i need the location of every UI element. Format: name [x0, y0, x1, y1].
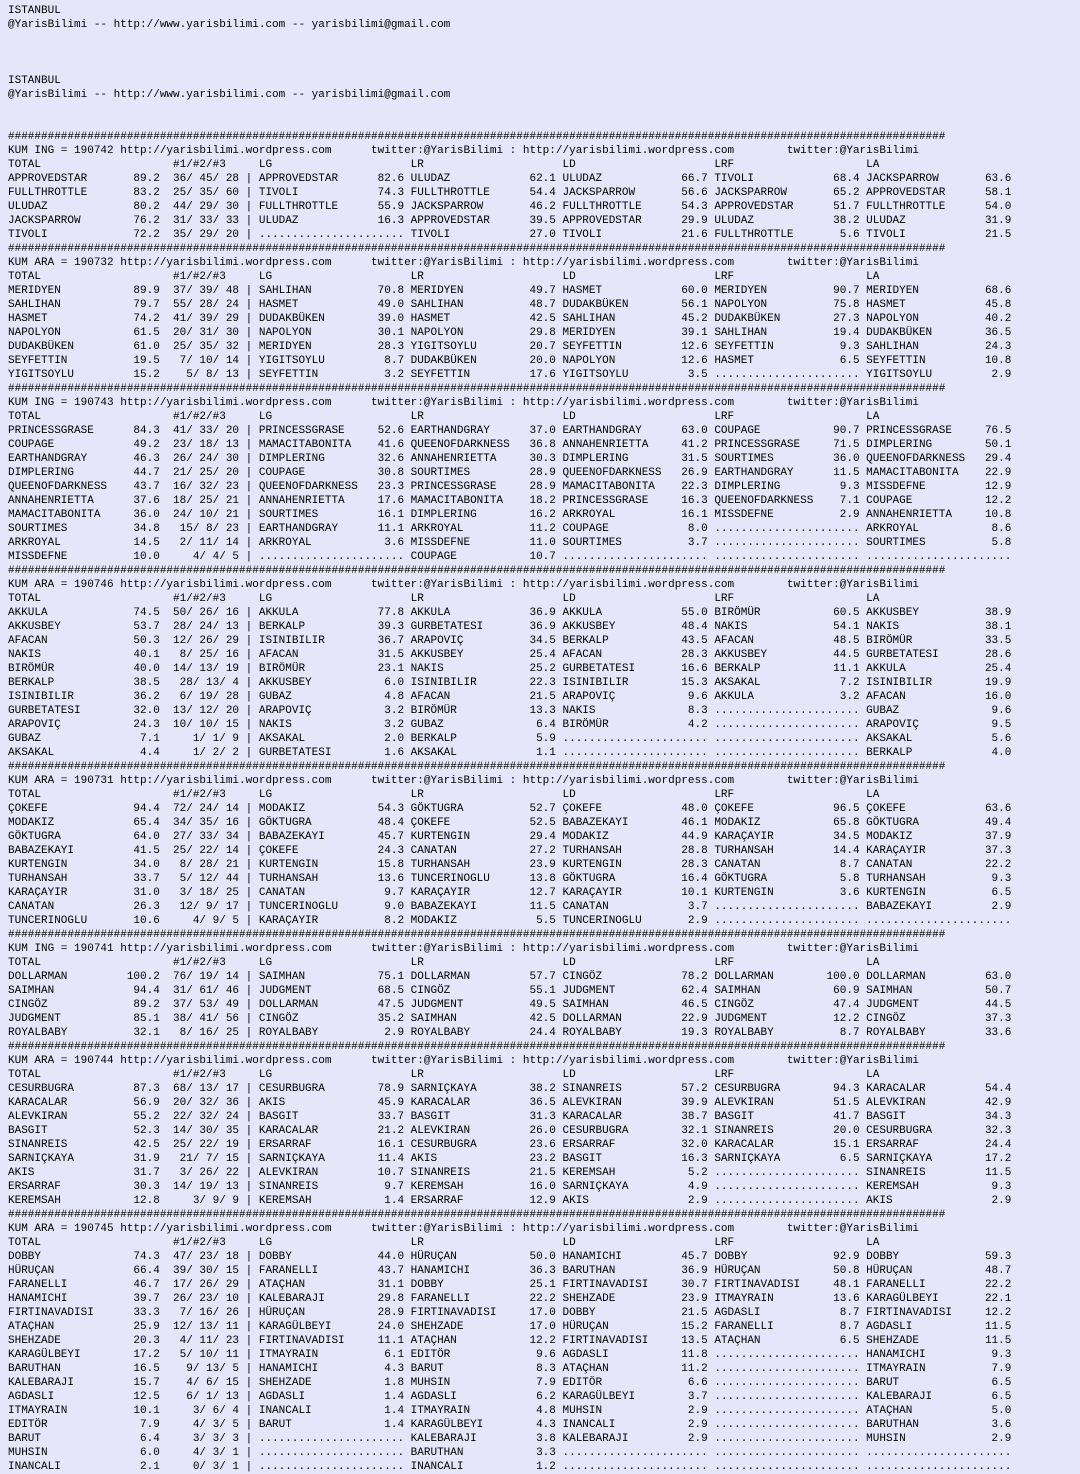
table-row: AKSAKAL 4.4 1/ 2/ 2 | GURBETATESI 1.6 AKSAKAL 1.1 ...................... ...................... BERKALP 4.0 [8, 747, 1012, 759]
table-row: MODAKIZ 65.4 34/ 35/ 16 | GÖKTUGRA 48.4 ÇOKEFE 52.5 BABAZEKAYI 46.1 MODAKIZ 65.8 GÖKTUGRA 49.4 [8, 817, 1012, 829]
table-row: MUHSIN 6.0 4/ 3/ 1 | ...................... BARUTHAN 3.3 ...................... ...................... ...................... [8, 1447, 1012, 1459]
results-document [8, 4, 1011, 1474]
column-header: TOTAL #1/#2/#3 LG LR LD LRF LA [8, 1237, 880, 1249]
race-header: KUM ING = 190741 http://yarisbilimi.wordpress.com twitter:@YarisBilimi : http://yarisbilimi.wordpress.com twitter:@YarisBilimi [8, 943, 919, 955]
table-row: BIRÖMÜR 40.0 14/ 13/ 19 | BIRÖMÜR 23.1 NAKIS 25.2 GURBETATESI 16.6 BERKALP 11.1 AKKULA 25.4 [8, 663, 1012, 675]
table-row: QUEENOFDARKNESS 43.7 16/ 32/ 23 | QUEENOFDARKNESS 23.3 PRINCESSGRASE 28.9 MAMACITABONITA 22.3 DIMPLERING 9.3 MISSDEFNE 12.9 [8, 481, 1012, 493]
contact-line: @YarisBilimi -- http://www.yarisbilimi.com -- yarisbilimi@gmail.com [8, 19, 451, 31]
table-row: MERIDYEN 89.9 37/ 39/ 48 | SAHLIHAN 70.8 MERIDYEN 49.7 HASMET 60.0 MERIDYEN 90.7 MERIDYEN 68.6 [8, 285, 1012, 297]
table-row: TIVOLI 72.2 35/ 29/ 20 | ...................... TIVOLI 27.0 TIVOLI 21.6 FULLTHROTTLE 5.6 TIVOLI 21.5 [8, 229, 1012, 241]
table-row: DUDAKBÜKEN 61.0 25/ 35/ 32 | MERIDYEN 28.3 YIGITSOYLU 20.7 SEYFETTIN 12.6 SEYFETTIN 9.3 SAHLIHAN 24.3 [8, 341, 1012, 353]
table-row: INANCALI 2.1 0/ 3/ 1 | ...................... INANCALI 1.2 ...................... ...................... ...................... [8, 1461, 1012, 1473]
table-row: CANATAN 26.3 12/ 9/ 17 | TUNCERINOGLU 9.0 BABAZEKAYI 11.5 CANATAN 3.7 ...................... BABAZEKAYI 2.9 [8, 901, 1012, 913]
table-row: ALEVKIRAN 55.2 22/ 32/ 24 | BASGIT 33.7 BASGIT 31.3 KARACALAR 38.7 BASGIT 41.7 BASGIT 34.3 [8, 1111, 1012, 1123]
table-row: ÇOKEFE 94.4 72/ 24/ 14 | MODAKIZ 54.3 GÖKTUGRA 52.7 ÇOKEFE 48.0 ÇOKEFE 96.5 ÇOKEFE 63.6 [8, 803, 1012, 815]
race-header: KUM ARA = 190745 http://yarisbilimi.wordpress.com twitter:@YarisBilimi : http://yarisbilimi.wordpress.com twitter:@YarisBilimi [8, 1223, 919, 1235]
table-row: CESURBUGRA 87.3 68/ 13/ 17 | CESURBUGRA 78.9 SARNIÇKAYA 38.2 SINANREIS 57.2 CESURBUGRA 94.3 KARACALAR 54.4 [8, 1083, 1012, 1095]
table-row: AKIS 31.7 3/ 26/ 22 | ALEVKIRAN 10.7 SINANREIS 21.5 KEREMSAH 5.2 ...................... SINANREIS 11.5 [8, 1167, 1012, 1179]
table-row: ISINIBILIR 36.2 6/ 19/ 28 | GUBAZ 4.8 AFACAN 21.5 ARAPOVIÇ 9.6 AKKULA 3.2 AFACAN 16.0 [8, 691, 1012, 703]
table-row: ULUDAZ 80.2 44/ 29/ 30 | FULLTHROTTLE 55.9 JACKSPARROW 46.2 FULLTHROTTLE 54.3 APPROVEDSTAR 51.7 FULLTHROTTLE 54.0 [8, 201, 1012, 213]
table-row: KARAÇAYIR 31.0 3/ 18/ 25 | CANATAN 9.7 KARAÇAYIR 12.7 KARAÇAYIR 10.1 KURTENGIN 3.6 KURTENGIN 6.5 [8, 887, 1012, 899]
table-row: AGDASLI 12.5 6/ 1/ 13 | AGDASLI 1.4 AGDASLI 6.2 KARAGÜLBEYI 3.7 ...................... KALEBARAJI 6.5 [8, 1391, 1012, 1403]
race-list [8, 130, 1011, 1474]
separator-line: ############################################################################################################################################## [8, 243, 946, 255]
table-row: BABAZEKAYI 41.5 25/ 22/ 14 | ÇOKEFE 24.3 CANATAN 27.2 TURHANSAH 28.8 TURHANSAH 14.4 KARAÇAYIR 37.3 [8, 845, 1012, 857]
table-row: APPROVEDSTAR 89.2 36/ 45/ 28 | APPROVEDSTAR 82.6 ULUDAZ 62.1 ULUDAZ 66.7 TIVOLI 68.4 JACKSPARROW 63.6 [8, 173, 1012, 185]
table-row: MAMACITABONITA 36.0 24/ 10/ 21 | SOURTIMES 16.1 DIMPLERING 16.2 ARKROYAL 16.1 MISSDEFNE 2.9 ANNAHENRIETTA 10.8 [8, 509, 1012, 521]
table-row: ERSARRAF 30.3 14/ 19/ 13 | SINANREIS 9.7 KEREMSAH 16.0 SARNIÇKAYA 4.9 ...................... KEREMSAH 9.3 [8, 1181, 1012, 1193]
table-row: BARUT 6.4 3/ 3/ 3 | ...................... KALEBARAJI 3.8 KALEBARAJI 2.9 ...................... MUHSIN 2.9 [8, 1433, 1012, 1445]
table-row: KARAGÜLBEYI 17.2 5/ 10/ 11 | ITMAYRAIN 6.1 EDITÖR 9.6 AGDASLI 11.8 ...................... HANAMICHI 9.3 [8, 1349, 1012, 1361]
separator-line: ############################################################################################################################################## [8, 565, 946, 577]
table-row: KURTENGIN 34.0 8/ 28/ 21 | KURTENGIN 15.8 TURHANSAH 23.9 KURTENGIN 28.3 CANATAN 8.7 CANATAN 22.2 [8, 859, 1012, 871]
table-row: GURBETATESI 32.0 13/ 12/ 20 | ARAPOVIÇ 3.2 BIRÖMÜR 13.3 NAKIS 8.3 ...................... GUBAZ 9.6 [8, 705, 1012, 717]
table-row: HASMET 74.2 41/ 39/ 29 | DUDAKBÜKEN 39.0 HASMET 42.5 SAHLIHAN 45.2 DUDAKBÜKEN 27.3 NAPOLYON 40.2 [8, 313, 1012, 325]
table-row: TURHANSAH 33.7 5/ 12/ 44 | TURHANSAH 13.6 TUNCERINOGLU 13.8 GÖKTUGRA 16.4 GÖKTUGRA 5.8 TURHANSAH 9.3 [8, 873, 1012, 885]
table-row: ARAPOVIÇ 24.3 10/ 10/ 15 | NAKIS 3.2 GUBAZ 6.4 BIRÖMÜR 4.2 ...................... ARAPOVIÇ 9.5 [8, 719, 1012, 731]
table-row: NAKIS 40.1 8/ 25/ 16 | AFACAN 31.5 AKKUSBEY 25.4 AFACAN 28.3 AKKUSBEY 44.5 GURBETATESI 28.6 [8, 649, 1012, 661]
table-row: KARACALAR 56.9 20/ 32/ 36 | AKIS 45.9 KARACALAR 36.5 ALEVKIRAN 39.9 ALEVKIRAN 51.5 ALEVKIRAN 42.9 [8, 1097, 1012, 1109]
race-header: KUM ING = 190743 http://yarisbilimi.wordpress.com twitter:@YarisBilimi : http://yarisbilimi.wordpress.com twitter:@YarisBilimi [8, 397, 919, 409]
separator-line: ############################################################################################################################################## [8, 131, 946, 143]
table-row: YIGITSOYLU 15.2 5/ 8/ 13 | SEYFETTIN 3.2 SEYFETTIN 17.6 YIGITSOYLU 3.5 ...................... YIGITSOYLU 2.9 [8, 369, 1012, 381]
table-row: AKKUSBEY 53.7 28/ 24/ 13 | BERKALP 39.3 GURBETATESI 36.9 AKKUSBEY 48.4 NAKIS 54.1 NAKIS 38.1 [8, 621, 1012, 633]
table-row: BERKALP 38.5 28/ 13/ 4 | AKKUSBEY 6.0 ISINIBILIR 22.3 ISINIBILIR 15.3 AKSAKAL 7.2 ISINIBILIR 19.9 [8, 677, 1012, 689]
separator-line: ############################################################################################################################################## [8, 1041, 946, 1053]
race-header: KUM ING = 190742 http://yarisbilimi.wordpress.com twitter:@YarisBilimi : http://yarisbilimi.wordpress.com twitter:@YarisBilimi [8, 145, 919, 157]
column-header: TOTAL #1/#2/#3 LG LR LD LRF LA [8, 1069, 880, 1081]
table-row: JACKSPARROW 76.2 31/ 33/ 33 | ULUDAZ 16.3 APPROVEDSTAR 39.5 APPROVEDSTAR 29.9 ULUDAZ 38.2 ULUDAZ 31.9 [8, 215, 1012, 227]
table-row: TUNCERINOGLU 10.6 4/ 9/ 5 | KARAÇAYIR 8.2 MODAKIZ 5.5 TUNCERINOGLU 2.9 ...................... ...................... [8, 915, 1012, 927]
separator-line: ############################################################################################################################################## [8, 383, 946, 395]
race-header: KUM ARA = 190746 http://yarisbilimi.wordpress.com twitter:@YarisBilimi : http://yarisbilimi.wordpress.com twitter:@YarisBilimi [8, 579, 919, 591]
city-title: ISTANBUL [8, 5, 61, 17]
table-row: ATAÇHAN 25.9 12/ 13/ 11 | KARAGÜLBEYI 24.0 SHEHZADE 17.0 HÜRUÇAN 15.2 FARANELLI 8.7 AGDASLI 11.5 [8, 1321, 1012, 1333]
table-row: CINGÖZ 89.2 37/ 53/ 49 | DOLLARMAN 47.5 JUDGMENT 49.5 SAIMHAN 46.5 CINGÖZ 47.4 JUDGMENT 44.5 [8, 999, 1012, 1011]
table-row: ANNAHENRIETTA 37.6 18/ 25/ 21 | ANNAHENRIETTA 17.6 MAMACITABONITA 18.2 PRINCESSGRASE 16.3 QUEENOFDARKNESS 7.1 COUPAGE 12.2 [8, 495, 1012, 507]
table-row: FIRTINAVADISI 33.3 7/ 16/ 26 | HÜRUÇAN 28.9 FIRTINAVADISI 17.0 DOBBY 21.5 AGDASLI 8.7 FIRTINAVADISI 12.2 [8, 1307, 1012, 1319]
table-row: SOURTIMES 34.8 15/ 8/ 23 | EARTHANDGRAY 11.1 ARKROYAL 11.2 COUPAGE 8.0 ...................... ARKROYAL 8.6 [8, 523, 1012, 535]
table-row: SEYFETTIN 19.5 7/ 10/ 14 | YIGITSOYLU 8.7 DUDAKBÜKEN 20.0 NAPOLYON 12.6 HASMET 6.5 SEYFETTIN 10.8 [8, 355, 1012, 367]
column-header: TOTAL #1/#2/#3 LG LR LD LRF LA [8, 159, 880, 171]
table-row: COUPAGE 49.2 23/ 18/ 13 | MAMACITABONITA 41.6 QUEENOFDARKNESS 36.8 ANNAHENRIETTA 41.2 PRINCESSGRASE 71.5 DIMPLERING 50.1 [8, 439, 1012, 451]
table-row: DIMPLERING 44.7 21/ 25/ 20 | COUPAGE 30.8 SOURTIMES 28.9 QUEENOFDARKNESS 26.9 EARTHANDGRAY 11.5 MAMACITABONITA 22.9 [8, 467, 1012, 479]
table-row: BARUTHAN 16.5 9/ 13/ 5 | HANAMICHI 4.3 BARUT 8.3 ATAÇHAN 11.2 ...................... ITMAYRAIN 7.9 [8, 1363, 1012, 1375]
table-row: NAPOLYON 61.5 20/ 31/ 30 | NAPOLYON 30.1 NAPOLYON 29.8 MERIDYEN 39.1 SAHLIHAN 19.4 DUDAKBÜKEN 36.5 [8, 327, 1012, 339]
table-row: DOLLARMAN 100.2 76/ 19/ 14 | SAIMHAN 75.1 DOLLARMAN 57.7 CINGÖZ 78.2 DOLLARMAN 100.0 DOLLARMAN 63.0 [8, 971, 1012, 983]
table-row: GUBAZ 7.1 1/ 1/ 9 | AKSAKAL 2.0 BERKALP 5.9 ...................... ...................... AKSAKAL 5.6 [8, 733, 1012, 745]
table-row: ROYALBABY 32.1 8/ 16/ 25 | ROYALBABY 2.9 ROYALBABY 24.4 ROYALBABY 19.3 ROYALBABY 8.7 ROYALBABY 33.6 [8, 1027, 1012, 1039]
table-row: ARKROYAL 14.5 2/ 11/ 14 | ARKROYAL 3.6 MISSDEFNE 11.0 SOURTIMES 3.7 ...................... SOURTIMES 5.8 [8, 537, 1012, 549]
table-row: KEREMSAH 12.8 3/ 9/ 9 | KEREMSAH 1.4 ERSARRAF 12.9 AKIS 2.9 ...................... AKIS 2.9 [8, 1195, 1012, 1207]
table-row: DOBBY 74.3 47/ 23/ 18 | DOBBY 44.0 HÜRUÇAN 50.0 HANAMICHI 45.7 DOBBY 92.9 DOBBY 59.3 [8, 1251, 1012, 1263]
column-header: TOTAL #1/#2/#3 LG LR LD LRF LA [8, 957, 880, 969]
city-title: ISTANBUL [8, 75, 61, 87]
table-row: KALEBARAJI 15.7 4/ 6/ 15 | SHEHZADE 1.8 MUHSIN 7.9 EDITÖR 6.6 ...................... BARUT 6.5 [8, 1377, 1012, 1389]
table-row: HÜRUÇAN 66.4 39/ 30/ 15 | FARANELLI 43.7 HANAMICHI 36.3 BARUTHAN 36.9 HÜRUÇAN 50.8 HÜRUÇAN 48.7 [8, 1265, 1012, 1277]
table-row: AKKULA 74.5 50/ 26/ 16 | AKKULA 77.8 AKKULA 36.9 AKKULA 55.0 BIRÖMÜR 60.5 AKKUSBEY 38.9 [8, 607, 1012, 619]
separator-line: ############################################################################################################################################## [8, 1209, 946, 1221]
table-row: ITMAYRAIN 10.1 3/ 6/ 4 | INANCALI 1.4 ITMAYRAIN 4.8 MUHSIN 2.9 ...................... ATAÇHAN 5.0 [8, 1405, 1012, 1417]
separator-line: ############################################################################################################################################## [8, 929, 946, 941]
race-header: KUM ARA = 190731 http://yarisbilimi.wordpress.com twitter:@YarisBilimi : http://yarisbilimi.wordpress.com twitter:@YarisBilimi [8, 775, 919, 787]
table-row: SAIMHAN 94.4 31/ 61/ 46 | JUDGMENT 68.5 CINGÖZ 55.1 JUDGMENT 62.4 SAIMHAN 60.9 SAIMHAN 50.7 [8, 985, 1012, 997]
column-header: TOTAL #1/#2/#3 LG LR LD LRF LA [8, 593, 880, 605]
table-row: SHEHZADE 20.3 4/ 11/ 23 | FIRTINAVADISI 11.1 ATAÇHAN 12.2 FIRTINAVADISI 13.5 ATAÇHAN 6.5 SHEHZADE 11.5 [8, 1335, 1012, 1347]
table-row: MISSDEFNE 10.0 4/ 4/ 5 | ...................... COUPAGE 10.7 ...................... ...................... ...................... [8, 551, 1012, 563]
table-row: SAHLIHAN 79.7 55/ 28/ 24 | HASMET 49.0 SAHLIHAN 48.7 DUDAKBÜKEN 56.1 NAPOLYON 75.8 HASMET 45.8 [8, 299, 1012, 311]
column-header: TOTAL #1/#2/#3 LG LR LD LRF LA [8, 789, 880, 801]
table-row: EDITÖR 7.9 4/ 3/ 5 | BARUT 1.4 KARAGÜLBEYI 4.3 INANCALI 2.9 ...................... BARUTHAN 3.6 [8, 1419, 1012, 1431]
column-header: TOTAL #1/#2/#3 LG LR LD LRF LA [8, 271, 880, 283]
contact-line: @YarisBilimi -- http://www.yarisbilimi.com -- yarisbilimi@gmail.com [8, 89, 451, 101]
table-row: FULLTHROTTLE 83.2 25/ 35/ 60 | TIVOLI 74.3 FULLTHROTTLE 54.4 JACKSPARROW 56.6 JACKSPARROW 65.2 APPROVEDSTAR 58.1 [8, 187, 1012, 199]
table-row: GÖKTUGRA 64.0 27/ 33/ 34 | BABAZEKAYI 45.7 KURTENGIN 29.4 MODAKIZ 44.9 KARAÇAYIR 34.5 MODAKIZ 37.9 [8, 831, 1012, 843]
column-header: TOTAL #1/#2/#3 LG LR LD LRF LA [8, 411, 880, 423]
table-row: SINANREIS 42.5 25/ 22/ 19 | ERSARRAF 16.1 CESURBUGRA 23.6 ERSARRAF 32.0 KARACALAR 15.1 ERSARRAF 24.4 [8, 1139, 1012, 1151]
table-row: PRINCESSGRASE 84.3 41/ 33/ 20 | PRINCESSGRASE 52.6 EARTHANDGRAY 37.0 EARTHANDGRAY 63.0 COUPAGE 90.7 PRINCESSGRASE 76.5 [8, 425, 1012, 437]
race-header: KUM ARA = 190732 http://yarisbilimi.wordpress.com twitter:@YarisBilimi : http://yarisbilimi.wordpress.com twitter:@YarisBilimi [8, 257, 919, 269]
table-row: FARANELLI 46.7 17/ 26/ 29 | ATAÇHAN 31.1 DOBBY 25.1 FIRTINAVADISI 30.7 FIRTINAVADISI 48.1 FARANELLI 22.2 [8, 1279, 1012, 1291]
table-row: HANAMICHI 39.7 26/ 23/ 10 | KALEBARAJI 29.8 FARANELLI 22.2 SHEHZADE 23.9 ITMAYRAIN 13.6 KARAGÜLBEYI 22.1 [8, 1293, 1012, 1305]
table-row: SARNIÇKAYA 31.9 21/ 7/ 15 | SARNIÇKAYA 11.4 AKIS 23.2 BASGIT 16.3 SARNIÇKAYA 6.5 SARNIÇKAYA 17.2 [8, 1153, 1012, 1165]
separator-line: ############################################################################################################################################## [8, 761, 946, 773]
table-row: BASGIT 52.3 14/ 30/ 35 | KARACALAR 21.2 ALEVKIRAN 26.0 CESURBUGRA 32.1 SINANREIS 20.0 CESURBUGRA 32.3 [8, 1125, 1012, 1137]
table-row: AFACAN 50.3 12/ 26/ 29 | ISINIBILIR 36.7 ARAPOVIÇ 34.5 BERKALP 43.5 AFACAN 48.5 BIRÖMÜR 33.5 [8, 635, 1012, 647]
table-row: JUDGMENT 85.1 38/ 41/ 56 | CINGÖZ 35.2 SAIMHAN 42.5 DOLLARMAN 22.9 JUDGMENT 12.2 CINGÖZ 37.3 [8, 1013, 1012, 1025]
table-row: EARTHANDGRAY 46.3 26/ 24/ 30 | DIMPLERING 32.6 ANNAHENRIETTA 30.3 DIMPLERING 31.5 SOURTIMES 36.0 QUEENOFDARKNESS 29.4 [8, 453, 1012, 465]
race-header: KUM ARA = 190744 http://yarisbilimi.wordpress.com twitter:@YarisBilimi : http://yarisbilimi.wordpress.com twitter:@YarisBilimi [8, 1055, 919, 1067]
